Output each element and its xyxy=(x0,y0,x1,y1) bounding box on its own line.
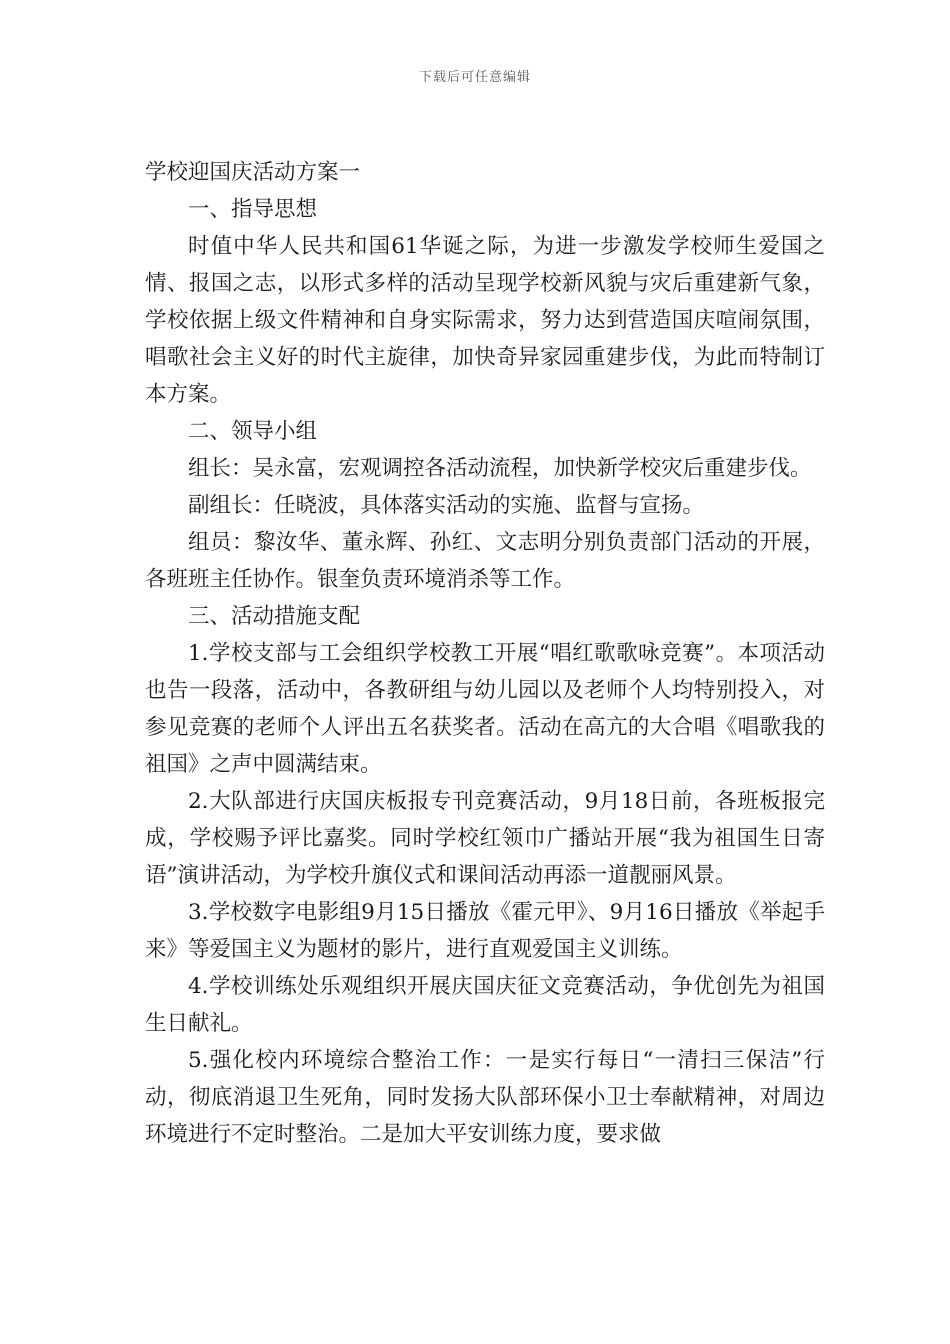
paragraph-measure-1: 1.学校支部与工会组织学校教工开展“唱红歌歌咏竞赛”。本项活动也告一段落，活动中，各教研组与幼儿园以及老师个人均特别投入，对参见竞赛的老师个人评出五名获奖者。活动在高亢的大合唱《唱歌我的祖国》之声中圆满结束。 xyxy=(145,641,825,777)
paragraph-measure-2: 2.大队部进行庆国庆板报专刊竞赛活动，9月18日前，各班板报完成，学校赐予评比嘉奖。同时学校红领巾广播站开展“我为祖国生日寄语”演讲活动，为学校升旗仪式和课间活动再添一道靓丽风景。 xyxy=(145,789,825,888)
paragraph-group-leader: 组长：吴永富，宏观调控各活动流程，加快新学校灾后重建步伐。 xyxy=(188,456,812,481)
paragraph-group-members: 组员：黎汝华、董永辉、孙红、文志明分别负责部门活动的开展，各班班主任协作。银奎负责环境消杀等工作。 xyxy=(145,530,825,592)
document-title: 学校迎国庆活动方案一 xyxy=(145,160,361,185)
section-heading-activity-measures: 三、活动措施支配 xyxy=(188,604,361,629)
paragraph-guiding-ideology: 时值中华人民共和国61华诞之际，为进一步激发学校师生爱国之情、报国之志，以形式多样的活动呈现学校新风貌与灾后重建新气象，学校依据上级文件精神和自身实际需求，努力达到营造国庆喧闹氛围，唱歌社会主义好的时代主旋律，加快奇异家园重建步伐，为此而特制订本方案。 xyxy=(145,234,825,407)
paragraph-measure-4: 4.学校训练处乐观组织开展庆国庆征文竞赛活动，争优创先为祖国生日献礼。 xyxy=(145,974,825,1036)
section-heading-leadership-group: 二、领导小组 xyxy=(188,419,318,444)
paragraph-deputy-leader: 副组长：任晓波，具体落实活动的实施、监督与宣扬。 xyxy=(188,493,705,518)
document-body xyxy=(145,154,825,1153)
section-heading-guiding-ideology: 一、指导思想 xyxy=(188,197,318,222)
paragraph-measure-3: 3.学校数字电影组9月15日播放《霍元甲》、9月16日播放《举起手来》等爱国主义为题材的影片，进行直观爱国主义训练。 xyxy=(145,900,825,962)
header-note: 下载后可任意编辑 xyxy=(418,70,531,85)
paragraph-measure-5: 5.强化校内环境综合整治工作：一是实行每日“一清扫三保洁”行动，彻底消退卫生死角，同时发扬大队部环保小卫士奉献精神，对周边环境进行不定时整治。二是加大平安训练力度，要求做 xyxy=(145,1048,825,1147)
